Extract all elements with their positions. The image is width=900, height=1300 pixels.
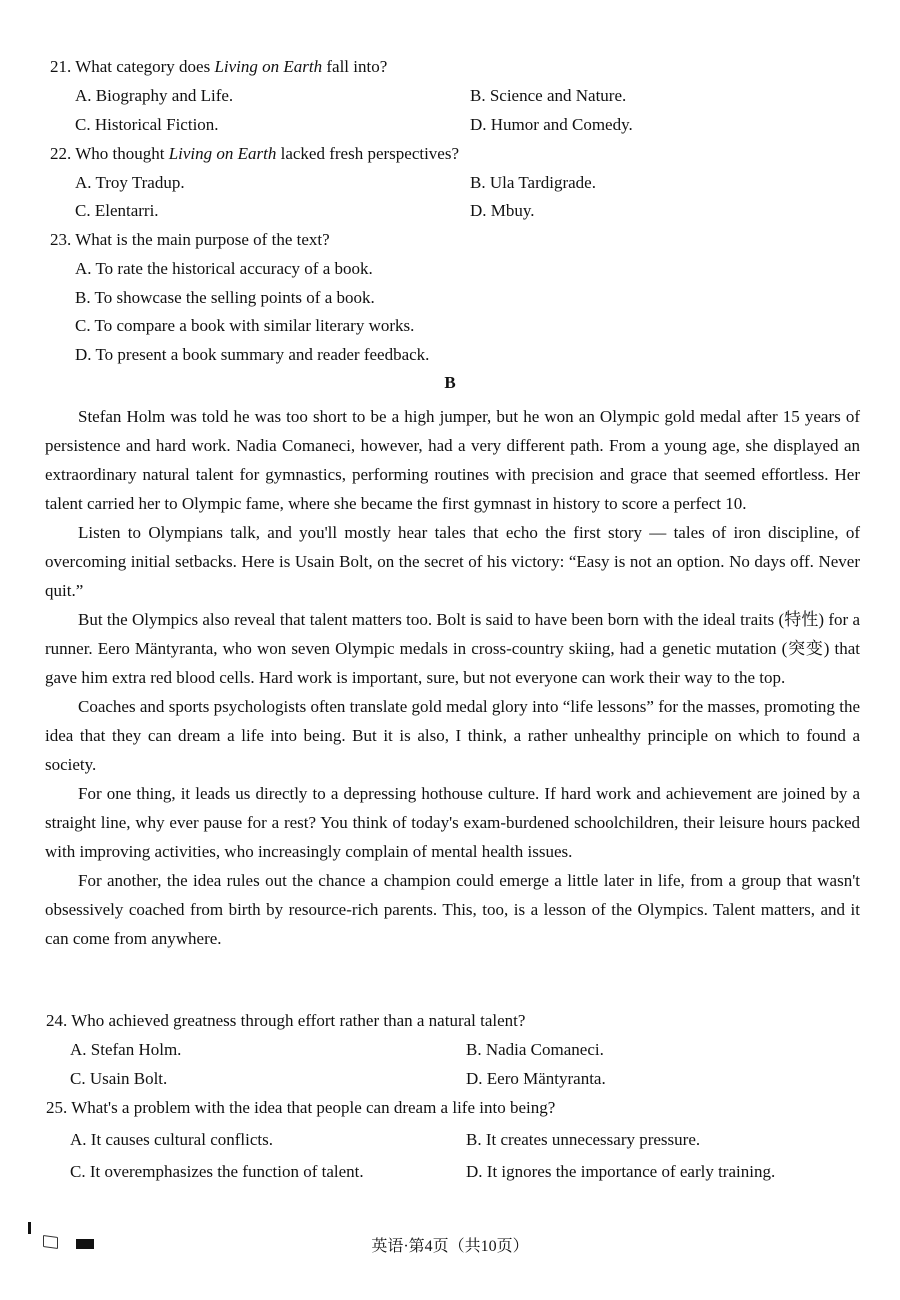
book-title: Living on Earth <box>168 144 277 163</box>
option-c: C. Historical Fiction. <box>75 115 219 134</box>
question-23: 23. What is the main purpose of the text? <box>50 230 330 249</box>
question-text: 22. Who thought <box>50 144 169 163</box>
option-b: B. Ula Tardigrade. <box>470 173 596 192</box>
option-d: D. Humor and Comedy. <box>470 115 633 134</box>
paragraph: Stefan Holm was told he was too short to be a high jumper, but he won an Olympic gold medal after 15 years of persistence and hard work. Nadia Comaneci, however, had a very different path. From a young age, she displayed an extraordinary natural talent for gymnastics, performing routines with precision and grace that seemed effortless. Her talent carried her to Olympic fame, where she became the first gymnast in history to score a perfect 10. <box>45 407 860 513</box>
option-b: B. To showcase the selling points of a book. <box>75 288 375 307</box>
paragraph: But the Olympics also reveal that talent matters too. Bolt is said to have been born with the ideal traits (特性) for a runner. Eero Mäntyranta, who won seven Olympic medals in cross-country skiing, had a genetic mutation (突变) that gave him extra red blood cells. Hard work is important, sure, but not everyone can work their way to the top. <box>45 610 860 687</box>
option-c: C. Usain Bolt. <box>70 1069 168 1088</box>
paragraph: For one thing, it leads us directly to a depressing hothouse culture. If hard work and achievement are joined by a straight line, why ever pause for a rest? You think of today's exam-burdened schoolchildren, their leisure hours packed with improving activities, who increasingly complain of mental health issues. <box>45 784 860 861</box>
paragraph: Coaches and sports psychologists often translate gold medal glory into “life lessons” for the masses, promoting the idea that they can dream a life into being. But it is also, I think, a rather unhealthy principle on which to found a society. <box>45 697 860 774</box>
option-b: B. It creates unnecessary pressure. <box>466 1130 701 1149</box>
option-a: A. It causes cultural conflicts. <box>70 1130 273 1149</box>
question-21 <box>50 57 387 77</box>
option-a: A. Troy Tradup. <box>75 173 185 192</box>
option-d: D. To present a book summary and reader feedback. <box>75 345 430 364</box>
option-b: B. Nadia Comaneci. <box>466 1040 604 1059</box>
option-a: A. To rate the historical accuracy of a book. <box>75 259 373 278</box>
book-title: Living on Earth <box>214 57 323 76</box>
paragraph: For another, the idea rules out the chance a champion could emerge a little later in life, from a group that wasn't obsessively coached from birth by resource-rich parents. This, too, is a lesson of the Olympics. Talent matters, and it can come from anywhere. <box>45 871 860 948</box>
section-heading: B <box>444 373 456 392</box>
paragraph: Listen to Olympians talk, and you'll mostly hear tales that echo the first story — tales of iron discipline, of overcoming initial setbacks. Here is Usain Bolt, on the secret of his victory: “Easy is not an option. No days off. Never quit.” <box>45 523 860 600</box>
option-a: A. Biography and Life. <box>75 86 234 105</box>
question-22 <box>50 144 459 164</box>
option-c: C. To compare a book with similar literary works. <box>75 316 415 335</box>
question-24: 24. Who achieved greatness through effort rather than a natural talent? <box>46 1011 526 1030</box>
option-d: D. It ignores the importance of early training. <box>466 1162 776 1181</box>
option-b: B. Science and Nature. <box>470 86 627 105</box>
option-c: C. It overemphasizes the function of talent. <box>70 1162 364 1181</box>
page-footer: 英语·第4页（共10页） <box>371 1238 529 1255</box>
option-a: A. Stefan Holm. <box>70 1040 182 1059</box>
question-text: fall into? <box>322 57 388 76</box>
option-c: C. Elentarri. <box>75 201 159 220</box>
reading-passage <box>45 402 860 953</box>
option-d: D. Eero Mäntyranta. <box>466 1069 606 1088</box>
question-25: 25. What's a problem with the idea that people can dream a life into being? <box>46 1098 556 1117</box>
question-text: 21. What category does <box>50 57 215 76</box>
question-text: lacked fresh perspectives? <box>276 144 460 163</box>
option-d: D. Mbuy. <box>470 201 535 220</box>
